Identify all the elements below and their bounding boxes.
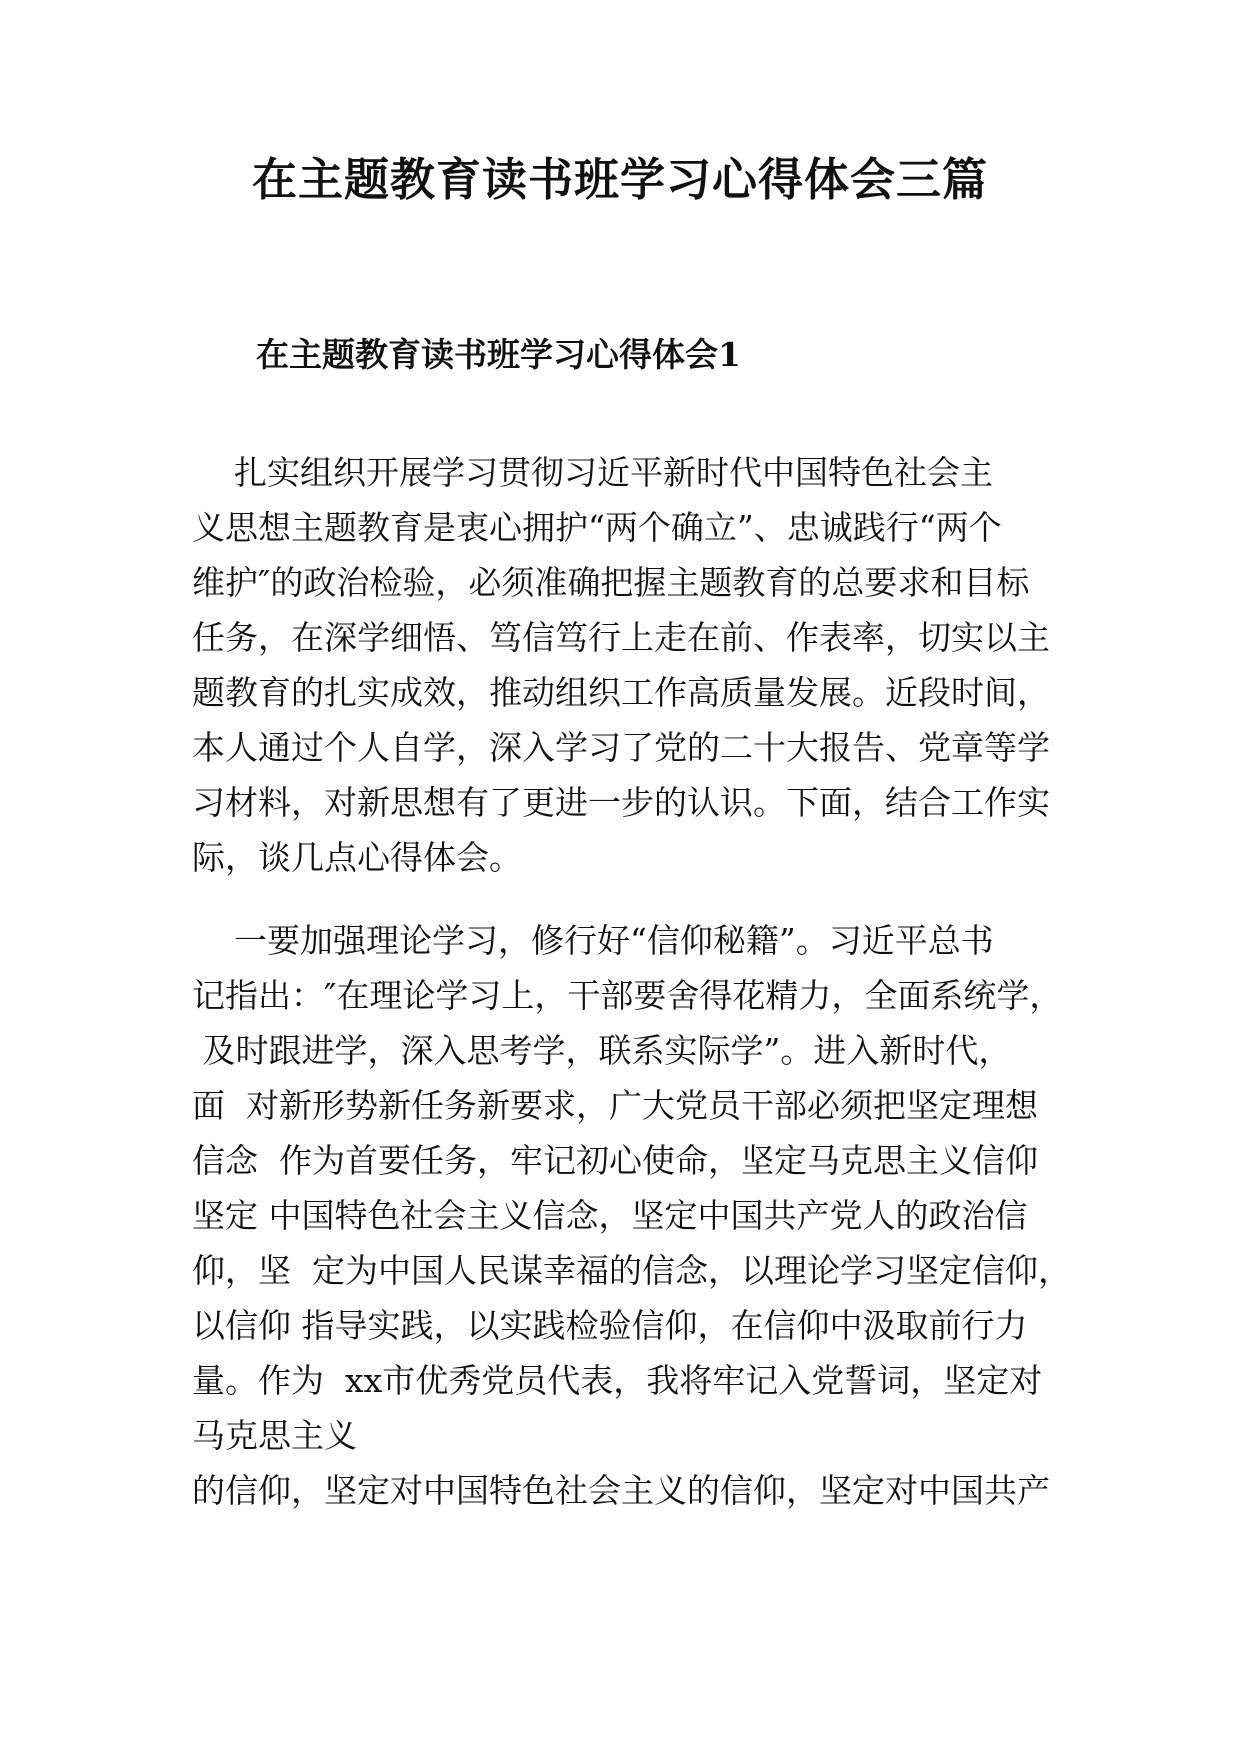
paragraph-line: 题教育的扎实成效，推动组织工作高质量发展。近段时间， bbox=[192, 673, 1050, 712]
paragraph-line: 及时跟进学，深入思考学，联系实际学”。进入新时代， bbox=[192, 1031, 1012, 1070]
paragraph-line: 的信仰，坚定对中国特色社会主义的信仰，坚定对中国共产 bbox=[192, 1471, 1050, 1510]
paragraph-line: 本人通过个人自学，深入学习了党的二十大报告、党章等学 bbox=[192, 728, 1050, 767]
paragraph-line: 坚定 中国特色社会主义信念，坚定中国共产党人的政治信 bbox=[192, 1196, 1028, 1235]
body-paragraph bbox=[192, 913, 1072, 1518]
paragraph-line: 仰，坚 定为中国人民谋幸福的信念，以理论学习坚定信仰， bbox=[192, 1251, 1071, 1290]
paragraph-line: 一要加强理论学习，修行好“信仰秘籍”。习近平总书 bbox=[192, 921, 994, 960]
paragraph-line: 面 对新形势新任务新要求，广大党员干部必须把坚定理想 bbox=[192, 1086, 1038, 1125]
paragraph-line: 信念 作为首要任务，牢记初心使命，坚定马克思主义信仰 bbox=[192, 1141, 1038, 1180]
document-title: 在主题教育读书班学习心得体会三篇 bbox=[251, 153, 988, 206]
paragraph-line: 扎实组织开展学习贯彻习近平新时代中国特色社会主 bbox=[192, 453, 993, 492]
paragraph-line: 任务，在深学细悟、笃信笃行上走在前、作表率，切实以主 bbox=[192, 618, 1050, 657]
paragraph-line: 马克思主义 bbox=[192, 1416, 357, 1455]
paragraph-line: 义思想主题教育是衷心拥护“两个确立”、忠诚践行“两个 bbox=[192, 508, 1002, 547]
paragraph-line: 量。作为 xx市优秀党员代表，我将牢记入党誓词，坚定对 bbox=[192, 1361, 1043, 1400]
paragraph-line: 习材料，对新思想有了更进一步的认识。下面，结合工作实 bbox=[192, 783, 1050, 822]
section-heading: 在主题教育读书班学习心得体会1 bbox=[256, 335, 741, 374]
body-paragraph bbox=[192, 445, 1072, 885]
paragraph-line: 维护″的政治检验，必须准确把握主题教育的总要求和目标 bbox=[192, 563, 1030, 602]
paragraph-line: 际，谈几点心得体会。 bbox=[192, 838, 522, 877]
paragraph-line: 记指出：″在理论学习上，干部要舍得花精力，全面系统学， bbox=[192, 976, 1063, 1015]
paragraph-line: 以信仰 指导实践，以实践检验信仰，在信仰中汲取前行力 bbox=[192, 1306, 1028, 1345]
